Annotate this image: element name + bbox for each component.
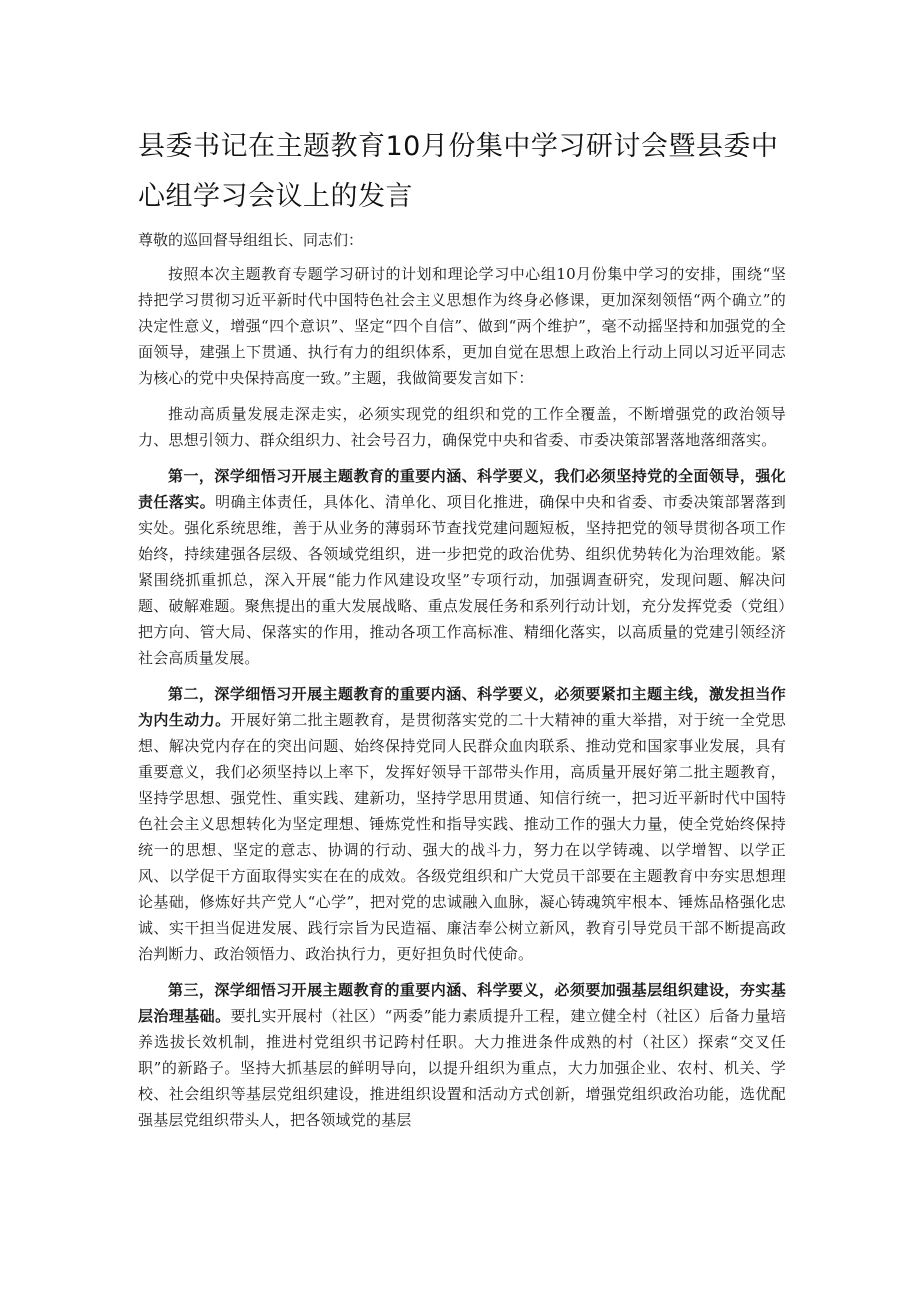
- paragraph-lead: 第一，深学细悟习开展主题教育的重要内涵、科学要义，我们必须坚持党的全面领导，强化责任落实。: [138, 467, 786, 511]
- salutation: 尊敬的巡回督导组组长、同志们：: [138, 231, 364, 249]
- paragraph-body: 开展好第二批主题教育，是贯彻落实党的二十大精神的重大举措，对于统一全党思想、解决党内存在的突出问题、始终保持党同人民群众血肉联系、推动党和国家事业发展，具有重要意义，我们必须坚持以上率下，发挥好领导干部带头作用，高质量开展好第二批主题教育，坚持学思想、强党性、重实践、建新功，坚持学思用贯通、知信行统一，把习近平新时代中国特色社会主义思想转化为坚定理想、锤炼党性和指导实践、推动工作的强大力量，使全党始终保持统一的思想、坚定的意志、协调的行动、强大的战斗力，努力在以学铸魂、以学增智、以学正风、以学促干方面取得实实在在的成效。各级党组织和广大党员干部要在主题教育中夯实思想理论基础，修炼好共产党人“心学”，把对党的忠诚融入血脉，凝心铸魂筑牢根本、锤炼品格强化忠诚、实干担当促进发展、践行宗旨为民造福、廉洁奉公树立新风，教育引导党员干部不断提高政治判断力、政治领悟力、政治执行力，更好担负时代使命。: [138, 711, 786, 963]
- paragraph-intro: [138, 261, 786, 391]
- paragraph-body: 推动高质量发展走深走实，必须实现党的组织和党的工作全覆盖，不断增强党的政治领导力、思想引领力、群众组织力、社会号召力，确保党中央和省委、市委决策部署落地落细落实。: [138, 405, 786, 449]
- paragraph-second-point: [138, 681, 786, 967]
- paragraph-body: 要扎实开展村（社区）“两委”能力素质提升工程，建立健全村（社区）后备力量培养选拔长效机制，推进村党组织书记跨村任职。大力推进条件成熟的村（社区）探索“交叉任职”的新路子。坚持大抓基层的鲜明导向，以提升组织为重点，大力加强企业、农村、机关、学校、社会组织等基层党组织建设，推进组织设置和活动方式创新，增强党组织政治功能，选优配强基层党组织带头人，把各领域党的基层: [138, 1007, 786, 1129]
- paragraph-body: 明确主体责任，具体化、清单化、项目化推进，确保中央和省委、市委决策部署落到实处。强化系统思维，善于从业务的薄弱环节查找党建问题短板，坚持把党的领导贯彻各项工作始终，持续建强各层级、各领域党组织，进一步把党的政治优势、组织优势转化为治理效能。紧紧围绕抓重抓总，深入开展“能力作风建设攻坚”专项行动，加强调查研究，发现问题、解决问题、破解难题。聚焦提出的重大发展战略、重点发展任务和系列行动计划，充分发挥党委（党组）把方向、管大局、保落实的作用，推动各项工作高标准、精细化落实，以高质量的党建引领经济社会高质量发展。: [138, 493, 786, 667]
- document-title: 县委书记在主题教育10月份集中学习研讨会暨县委中心组学习会议上的发言: [138, 131, 779, 212]
- paragraph-overview: [138, 401, 786, 453]
- paragraph-lead: 第二，深学细悟习开展主题教育的重要内涵、科学要义，必须要紧扣主题主线，激发担当作为内生动力。: [138, 685, 786, 729]
- paragraph-third-point: [138, 977, 786, 1133]
- paragraph-lead: 第三，深学细悟习开展主题教育的重要内涵、科学要义，必须要加强基层组织建设，夯实基层治理基础。: [138, 981, 786, 1025]
- paragraph-body: 按照本次主题教育专题学习研讨的计划和理论学习中心组10月份集中学习的安排，围绕“坚持把学习贯彻习近平新时代中国特色社会主义思想作为终身必修课，更加深刻领悟“两个确立”的决定性意义，增强“四个意识”、坚定“四个自信”、做到“两个维护”，毫不动摇坚持和加强党的全面领导，建强上下贯通、执行有力的组织体系，更加自觉在思想上政治上行动上同以习近平同志为核心的党中央保持高度一致。”主题，我做简要发言如下：: [138, 265, 786, 387]
- paragraph-first-point: [138, 463, 786, 671]
- document-page: [138, 122, 786, 1143]
